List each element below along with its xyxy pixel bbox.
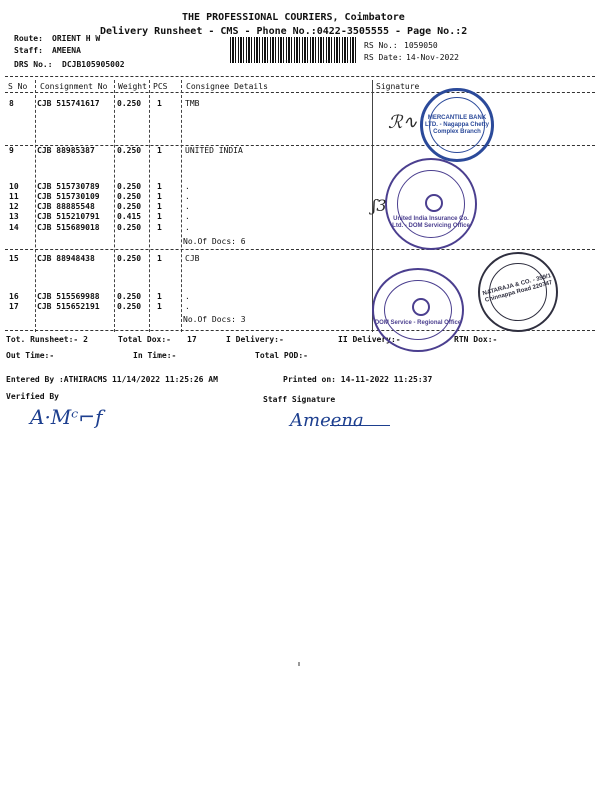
row-sno: 17 (9, 302, 19, 311)
row-sno: 15 (9, 254, 19, 263)
row-weight: 0.250 (117, 182, 142, 191)
barcode (230, 37, 358, 63)
col-sno: S No (8, 82, 28, 91)
row-consignment: CJB 515210791 (37, 212, 100, 221)
service-stamp-text: DOM Service - Regional Office (374, 320, 462, 326)
row-consignment: CJB 88885548 (37, 202, 95, 211)
i-delivery: I Delivery:- (226, 335, 284, 344)
route-value: ORIENT H W (52, 34, 101, 43)
total-pod: Total POD:- (255, 351, 308, 360)
ii-delivery: II Delivery:- (338, 335, 401, 344)
row-consignment: CJB 515730109 (37, 192, 100, 201)
staff-signature-label: Staff Signature (263, 395, 336, 404)
col-sep-1 (35, 80, 36, 332)
col-consignee: Consignee Details (186, 82, 268, 91)
row-weight: 0.250 (117, 292, 142, 301)
col-sep-2 (114, 80, 115, 332)
row-weight: 0.250 (117, 254, 142, 263)
row-consignment: CJB 88948438 (37, 254, 95, 263)
printed-on: Printed on: 14-11-2022 11:25:37 (283, 375, 433, 384)
row-pcs: 1 (157, 202, 162, 211)
row-consignee: . (185, 182, 190, 191)
row-sno: 10 (9, 182, 19, 191)
row-pcs: 1 (157, 212, 162, 221)
row-rule (5, 249, 595, 250)
staff-value: AMEENA (52, 46, 81, 55)
row-consignment: CJB 515741617 (37, 99, 100, 108)
col-sep-3 (149, 80, 150, 332)
row-consignee: . (185, 302, 190, 311)
company-title: THE PROFESSIONAL COURIERS, Coimbatore (182, 12, 405, 23)
row-pcs: 1 (157, 99, 162, 108)
row-pcs: 1 (157, 292, 162, 301)
col-pcs: PCS (153, 82, 168, 91)
table-top-rule (5, 76, 595, 77)
docs-count: No.Of Docs: 3 (183, 315, 246, 324)
row-consignment: CJB 515569988 (37, 292, 100, 301)
row-weight: 0.250 (117, 99, 142, 108)
service-stamp (372, 268, 464, 352)
col-signature: Signature (376, 82, 420, 91)
row-sno: 14 (9, 223, 19, 232)
col-sep-4 (181, 80, 182, 332)
col-weight: Weight (118, 82, 147, 91)
stray-mark (298, 662, 300, 666)
row-consignee: . (185, 212, 190, 221)
row-weight: 0.415 (117, 212, 142, 221)
table-header-rule (5, 92, 595, 93)
row-weight: 0.250 (117, 302, 142, 311)
row-consignment: CJB 515689018 (37, 223, 100, 232)
row-sno: 12 (9, 202, 19, 211)
row-consignee: UNITED INDIA (185, 146, 243, 155)
rtn-dox: RTN Dox:- (454, 335, 498, 344)
drs-value: DCJB105905002 (62, 60, 125, 69)
staff-label: Staff: (14, 46, 43, 55)
row-consignee: TMB (185, 99, 200, 108)
row-pcs: 1 (157, 223, 162, 232)
rs-date-label: RS Date: (364, 53, 403, 62)
row-sno: 11 (9, 192, 19, 201)
row-pcs: 1 (157, 182, 162, 191)
rs-date-value: 14-Nov-2022 (406, 53, 459, 62)
rs-no-value: 1059050 (404, 41, 438, 50)
entered-by: Entered By :ATHIRACMS 11/14/2022 11:25:26 AM (6, 375, 218, 384)
row-sno: 16 (9, 292, 19, 301)
insurance-stamp (385, 158, 477, 250)
row-consignment: CJB 88985387 (37, 146, 95, 155)
route-label: Route: (14, 34, 43, 43)
row-sno: 9 (9, 146, 14, 155)
row10-signature: ʃ3 (372, 196, 387, 215)
drs-label: DRS No.: (14, 60, 53, 69)
row-sno: 8 (9, 99, 14, 108)
row-consignee: . (185, 292, 190, 301)
staff-signature-stroke (330, 425, 390, 426)
total-runsheet: Tot. Runsheet:- 2 (6, 335, 88, 344)
rs-no-label: RS No.: (364, 41, 398, 50)
staff-signature: Ameena (290, 410, 364, 431)
row-weight: 0.250 (117, 202, 142, 211)
docs-count: No.Of Docs: 6 (183, 237, 246, 246)
row-pcs: 1 (157, 192, 162, 201)
row-pcs: 1 (157, 302, 162, 311)
total-dox-label: Total Dox:- (118, 335, 171, 344)
bank-stamp (420, 88, 494, 162)
out-time: Out Time:- (6, 351, 55, 360)
in-time: In Time:- (133, 351, 177, 360)
runsheet-subtitle: Delivery Runsheet - CMS - Phone No.:0422-3505555 - Page No.:2 (100, 26, 468, 37)
row-consignee: CJB (185, 254, 200, 263)
total-dox-value: 17 (187, 335, 197, 344)
row-sno: 13 (9, 212, 19, 221)
row-weight: 0.250 (117, 223, 142, 232)
bank-stamp-text: MERCANTILE BANK LTD. - Nagappa Chetty Complex Branch (425, 115, 489, 135)
nataraja-stamp (478, 252, 558, 332)
nataraja-stamp-text: NATARAJA & CO. - 399/1 Chinnappa Road 220747 (482, 273, 554, 304)
verified-signature: A·Mᶜ⌐f (30, 405, 103, 429)
row-pcs: 1 (157, 254, 162, 263)
row-pcs: 1 (157, 146, 162, 155)
row-consignment: CJB 515652191 (37, 302, 100, 311)
row-consignment: CJB 515730789 (37, 182, 100, 191)
insurance-stamp-text: United India Insurance Co. Ltd. - DOM Servicing Office (392, 216, 470, 229)
row-weight: 0.250 (117, 192, 142, 201)
row-consignee: . (185, 202, 190, 211)
verified-by: Verified By (6, 392, 59, 401)
row-consignee: . (185, 223, 190, 232)
row-consignee: . (185, 192, 190, 201)
row-weight: 0.250 (117, 146, 142, 155)
row8-signature: ℛ∿ (388, 112, 418, 133)
col-consignment: Consignment No (40, 82, 108, 91)
